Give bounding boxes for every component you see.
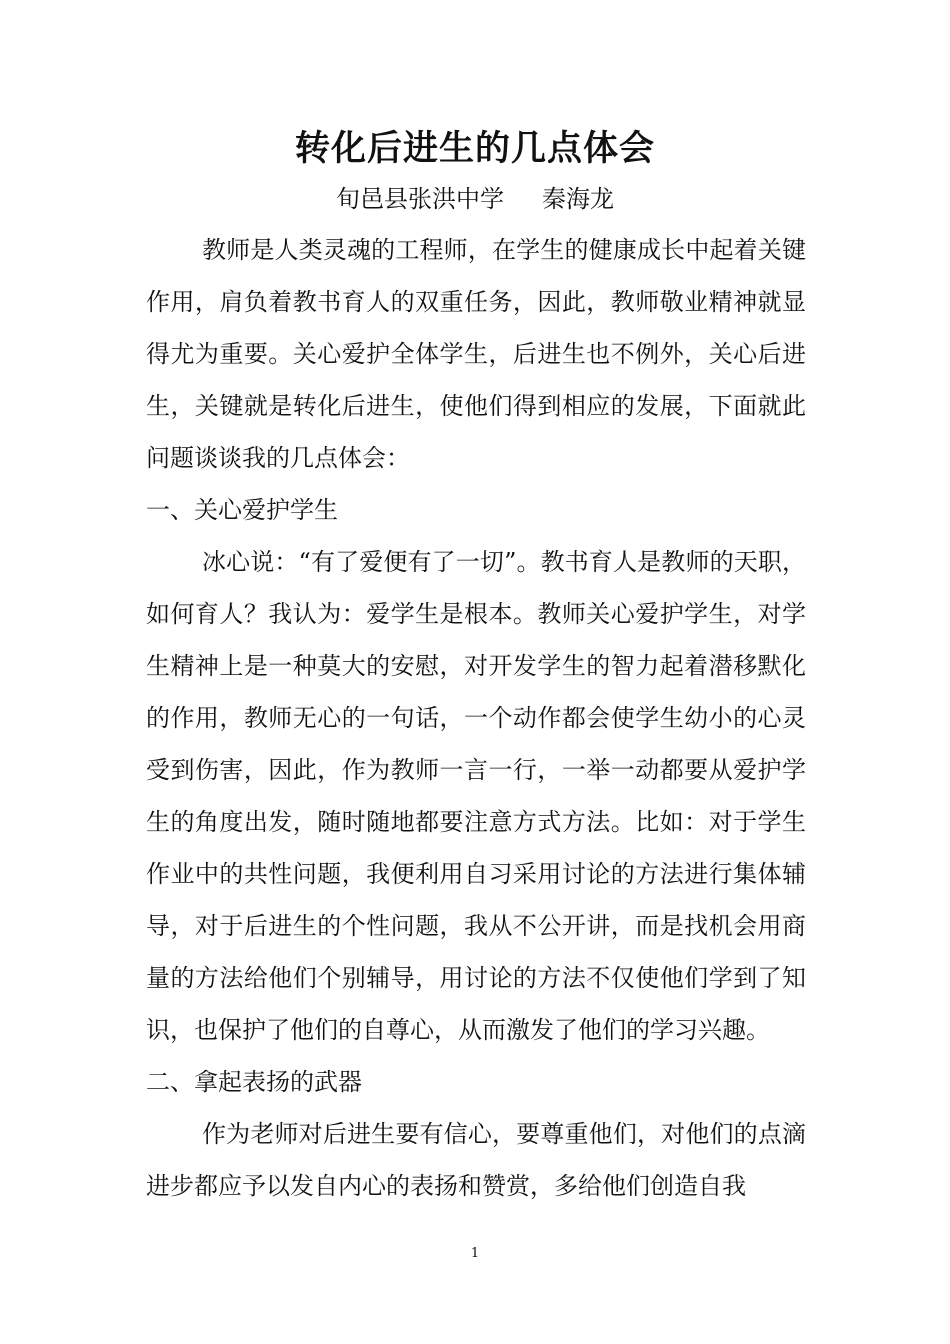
section-2-paragraph: 作为老师对后进生要有信心，要尊重他们，对他们的点滴进步都应予以发自内心的表扬和赞赏，多给他们创造自我 — [146, 1120, 806, 1200]
school-name: 旬邑县张洪中学 — [336, 185, 504, 213]
author-name: 秦海龙 — [542, 185, 614, 213]
section-heading-1: 一、关心爱护学生 — [146, 496, 338, 524]
document-title: 转化后进生的几点体会 — [294, 128, 655, 169]
intro-paragraph: 教师是人类灵魂的工程师，在学生的健康成长中起着关键作用，肩负着教书育人的双重任务，因此，教师敬业精神就显得尤为重要。关心爱护全体学生，后进生也不例外，关心后进生，关键就是转化后进生，使他们得到相应的发展，下面就此问题谈谈我的几点体会： — [146, 236, 806, 472]
section-1-paragraph: 冰心说：“有了爱便有了一切”。教书育人是教师的天职，如何育人？我认为：爱学生是根本。教师关心爱护学生，对学生精神上是一种莫大的安慰，对开发学生的智力起着潜移默化的作用，教师无心的一句话，一个动作都会使学生幼小的心灵受到伤害，因此，作为教师一言一行，一举一动都要从爱护学生的角度出发，随时随地都要注意方式方法。比如：对于学生作业中的共性问题，我便利用自习采用讨论的方法进行集体辅导，对于后进生的个性问题，我从不公开讲，而是找机会用商量的方法给他们个别辅导，用讨论的方法不仅使他们学到了知识，也保护了他们的自尊心，从而激发了他们的学习兴趣。 — [146, 548, 806, 1044]
author-line — [0, 182, 950, 216]
page-number: 1 — [470, 1246, 480, 1261]
section-heading-2: 二、拿起表扬的武器 — [146, 1068, 362, 1096]
document-body — [146, 224, 806, 1212]
